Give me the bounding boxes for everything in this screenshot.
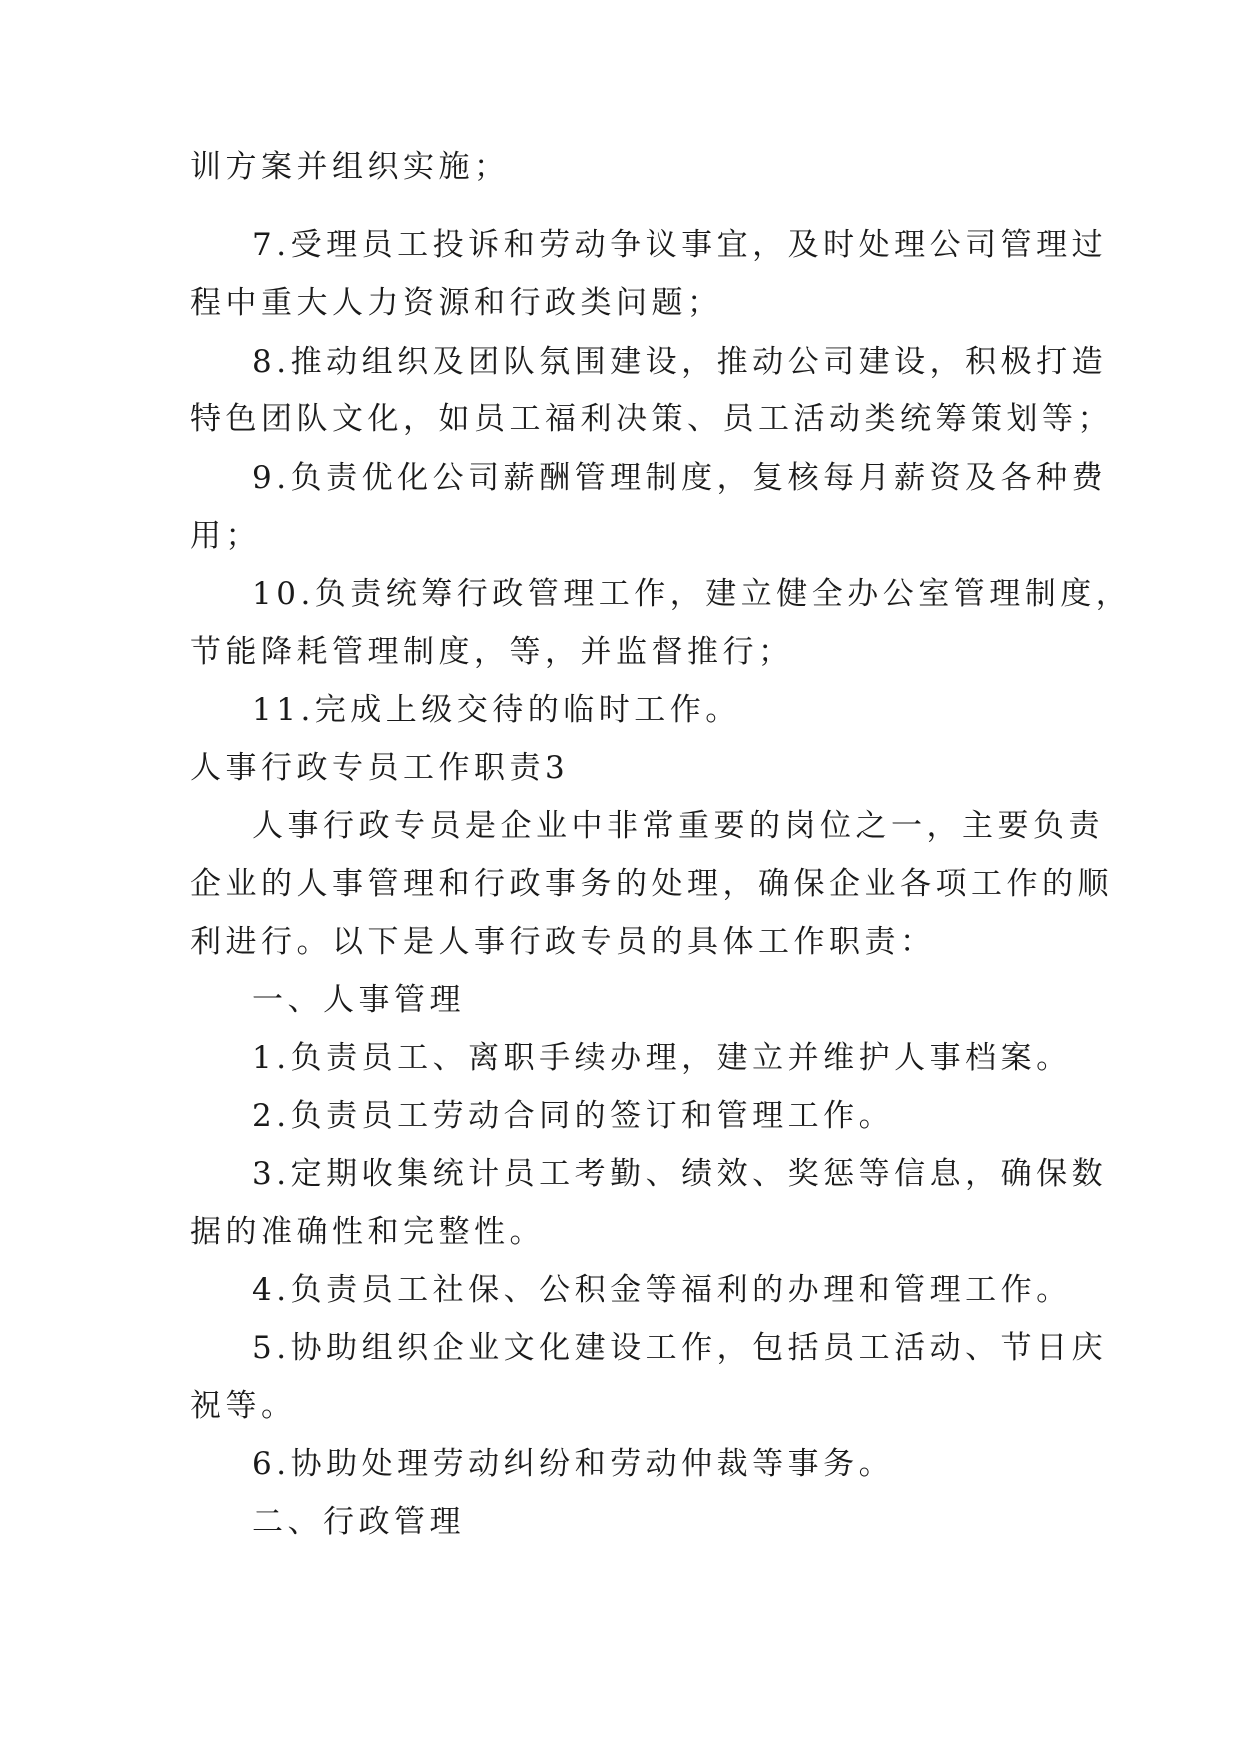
subsection-heading: 一、人事管理 [252, 982, 465, 1018]
text-line: 2.负责员工劳动合同的签订和管理工作。 [252, 1098, 895, 1134]
section-heading: 人事行政专员工作职责3 [190, 750, 570, 786]
text-line: 4.负责员工社保、公积金等福利的办理和管理工作。 [252, 1272, 1072, 1308]
subsection-heading: 二、行政管理 [252, 1504, 465, 1540]
text-line: 1.负责员工、离职手续办理，建立并维护人事档案。 [252, 1040, 1072, 1076]
text-line: 程中重大人力资源和行政类问题； [190, 285, 723, 321]
text-line: 据的准确性和完整性。 [190, 1214, 545, 1250]
text-line: 人事行政专员是企业中非常重要的岗位之一，主要负责 [252, 808, 1104, 844]
text-line: 节能降耗管理制度，等，并监督推行； [190, 634, 794, 670]
text-line: 11.完成上级交待的临时工作。 [252, 692, 741, 728]
text-line: 9.负责优化公司薪酬管理制度，复核每月薪资及各种费 [252, 460, 1108, 496]
text-line: 10.负责统筹行政管理工作，建立健全办公室管理制度， [252, 576, 1132, 612]
text-line: 祝等。 [190, 1388, 297, 1424]
text-line: 8.推动组织及团队氛围建设，推动公司建设，积极打造 [252, 344, 1108, 380]
text-line: 利进行。以下是人事行政专员的具体工作职责： [190, 924, 936, 960]
text-line: 企业的人事管理和行政事务的处理，确保企业各项工作的顺 [190, 866, 1113, 902]
text-line: 7.受理员工投诉和劳动争议事宜，及时处理公司管理过 [252, 227, 1108, 263]
text-line: 训方案并组织实施； [190, 149, 510, 185]
text-line: 用； [190, 518, 261, 554]
text-line: 3.定期收集统计员工考勤、绩效、奖惩等信息，确保数 [252, 1156, 1108, 1192]
text-line: 6.协助处理劳动纠纷和劳动仲裁等事务。 [252, 1446, 895, 1482]
text-line: 5.协助组织企业文化建设工作，包括员工活动、节日庆 [252, 1330, 1108, 1366]
text-line: 特色团队文化，如员工福利决策、员工活动类统筹策划等； [190, 401, 1113, 437]
